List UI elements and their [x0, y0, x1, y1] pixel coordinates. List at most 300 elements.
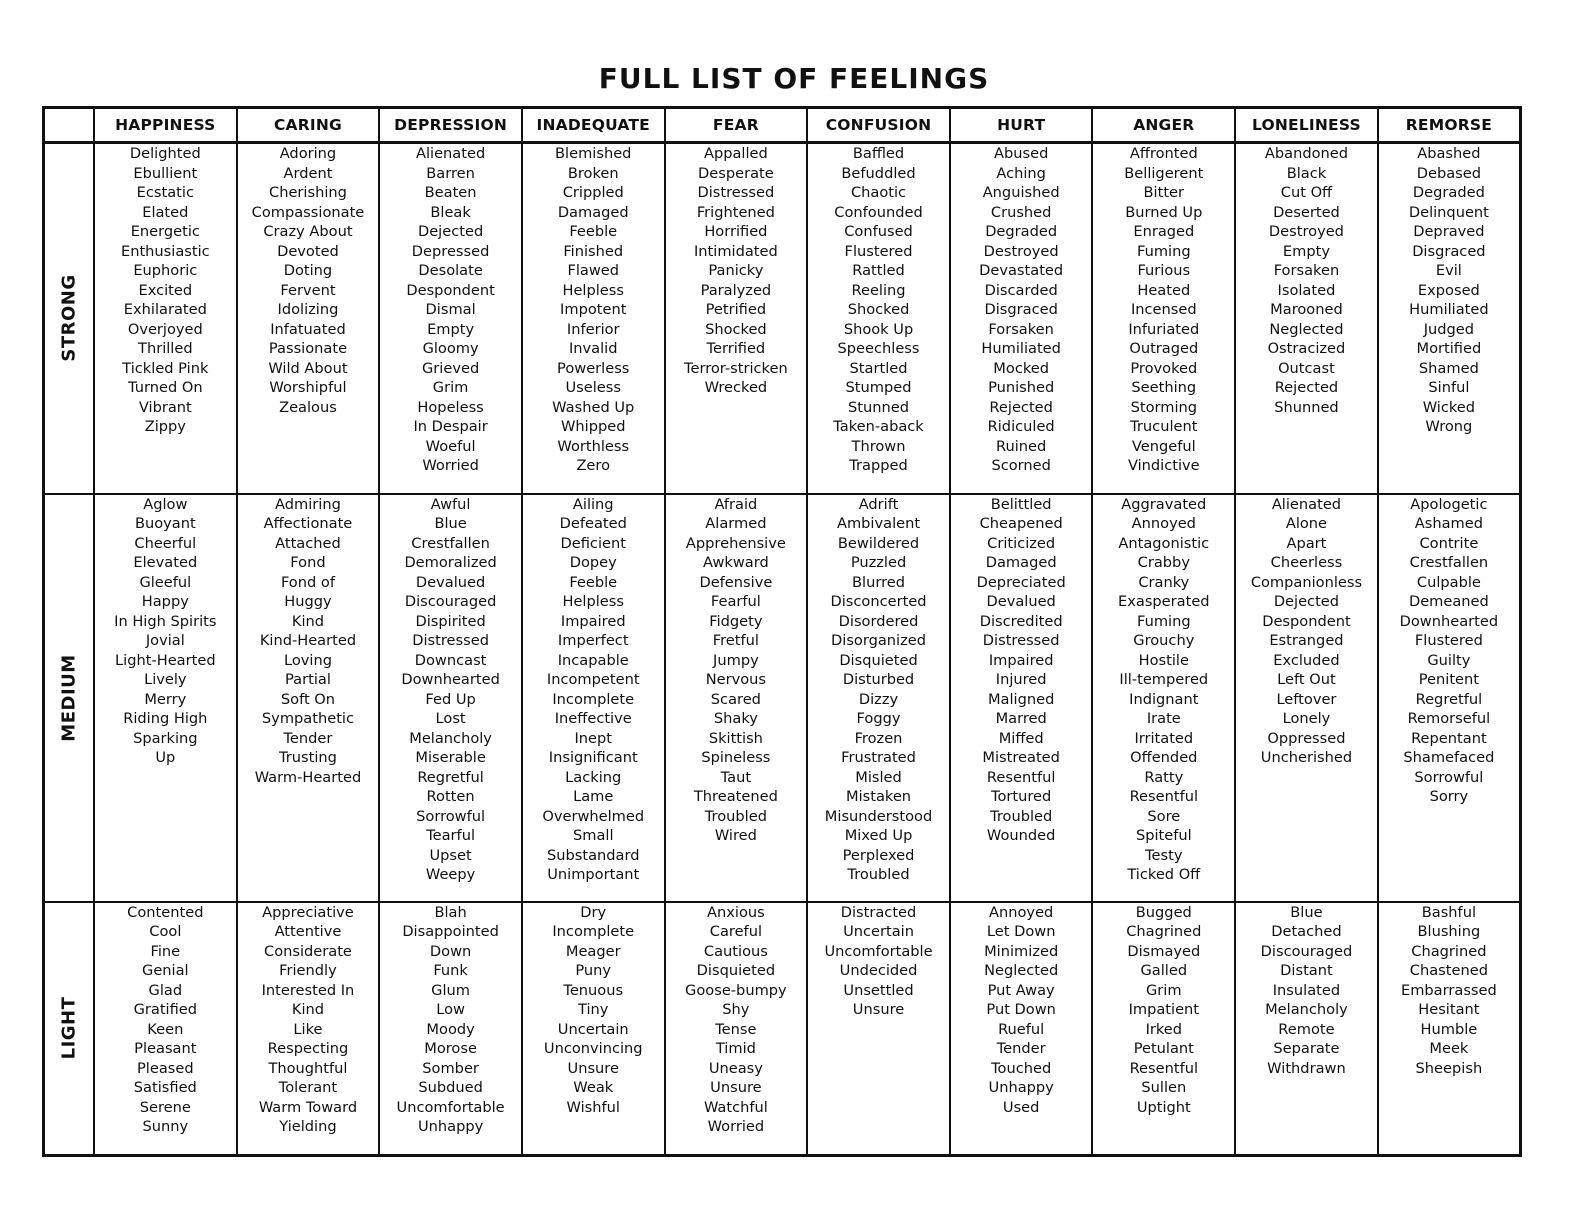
feeling-word: Awful — [430, 495, 471, 513]
feeling-word: Chagrined — [1411, 942, 1487, 960]
level-label-cell — [44, 902, 95, 1156]
feeling-word: Melancholy — [1265, 1001, 1348, 1018]
feeling-word: Dopey — [569, 554, 617, 571]
feeling-word: Reeling — [851, 281, 906, 299]
feeling-word: Fuming — [1136, 612, 1191, 630]
feeling-word: Terror-stricken — [684, 359, 788, 377]
feelings-cell — [522, 902, 665, 1156]
feeling-word: Ardent — [283, 164, 333, 182]
feeling-word: Kind — [291, 612, 325, 630]
feeling-word: Scorned — [991, 457, 1051, 474]
feeling-word: Culpable — [1416, 573, 1481, 591]
feeling-word: Infuriated — [1128, 320, 1200, 338]
feeling-word: Taut — [720, 768, 752, 786]
feeling-word: Alarmed — [705, 515, 767, 532]
feeling-word: Dismal — [425, 301, 476, 318]
feeling-word: Uncherished — [1260, 749, 1353, 766]
feeling-word: Downcast — [414, 651, 487, 669]
feeling-word: Petulant — [1133, 1040, 1194, 1057]
feeling-word: Grim — [1146, 981, 1182, 999]
feeling-word: Contented — [127, 903, 204, 921]
feeling-word: Thrown — [851, 437, 906, 455]
feeling-word: Demeaned — [1408, 593, 1489, 610]
feeling-word: Unconvincing — [543, 1040, 643, 1057]
feeling-word: Trusting — [279, 749, 337, 766]
feeling-word: Crippled — [562, 184, 624, 201]
feeling-word: Shamed — [1418, 359, 1479, 377]
feeling-word: Alienated — [415, 145, 486, 162]
column-header: REMORSE — [1378, 108, 1521, 143]
feeling-word: Remorseful — [1407, 710, 1491, 727]
feeling-word: Wrong — [1425, 418, 1473, 435]
feeling-word: Soft On — [280, 690, 336, 708]
feeling-word: Devoted — [277, 242, 339, 260]
feeling-word: Rueful — [998, 1020, 1045, 1038]
feelings-cell — [94, 143, 237, 494]
feeling-word: Small — [572, 827, 614, 844]
feeling-word: Neglected — [1269, 320, 1344, 338]
feeling-word: Flustered — [1414, 632, 1483, 649]
feelings-cell — [379, 494, 522, 902]
feeling-word: Frustrated — [841, 749, 916, 766]
feeling-word: Degraded — [985, 223, 1058, 240]
feeling-word: Blemished — [555, 145, 632, 162]
feeling-word: Sinful — [1428, 379, 1470, 396]
feeling-word: Bugged — [1135, 903, 1192, 921]
feeling-word: Embarrassed — [1400, 981, 1497, 999]
feeling-word: Ridiculed — [987, 418, 1055, 435]
feeling-word: Withdrawn — [1267, 1059, 1346, 1077]
feelings-cell — [950, 902, 1093, 1156]
feeling-word: Fearful — [710, 593, 761, 610]
level-row-light — [44, 902, 1521, 1156]
feeling-word: Depraved — [1413, 223, 1485, 240]
feeling-word: Gleeful — [139, 573, 192, 591]
feelings-cell — [950, 143, 1093, 494]
feeling-word: Overwhelmed — [542, 807, 645, 825]
feeling-word: Considerate — [264, 942, 352, 960]
feeling-word: Rattled — [852, 262, 905, 279]
feeling-word: Wishful — [566, 1098, 620, 1116]
feeling-word: Defensive — [699, 573, 773, 591]
feeling-word: Shy — [722, 1001, 750, 1018]
feeling-word: Distressed — [697, 184, 775, 201]
feelings-cell — [522, 494, 665, 902]
feeling-word: Tortured — [991, 788, 1052, 805]
feeling-word: Finished — [563, 242, 624, 260]
feeling-word: Energetic — [130, 223, 200, 240]
feeling-word: Washed Up — [552, 398, 635, 416]
feeling-word: In High Spirits — [114, 612, 217, 630]
feeling-word: Seething — [1131, 379, 1197, 396]
feeling-word: Subdued — [418, 1079, 483, 1096]
feelings-cell — [1092, 494, 1235, 902]
feeling-word: Trapped — [849, 457, 908, 474]
feeling-word: Ill-tempered — [1119, 671, 1209, 688]
feeling-word: Outcast — [1278, 359, 1335, 377]
column-header: HURT — [950, 108, 1093, 143]
feeling-word: Chagrined — [1126, 923, 1202, 940]
feeling-word: Impotent — [560, 301, 627, 318]
feeling-word: Blurred — [852, 573, 906, 591]
feeling-word: Distant — [1280, 962, 1333, 979]
feeling-word: Doting — [283, 262, 333, 279]
feeling-word: Tense — [715, 1020, 757, 1038]
feeling-word: Light-Hearted — [115, 651, 216, 669]
feeling-word: Incomplete — [552, 923, 635, 940]
feeling-word: Fidgety — [709, 612, 763, 630]
feeling-word: Disturbed — [842, 671, 915, 688]
feeling-word: Unsure — [567, 1059, 619, 1077]
feeling-word: Intimidated — [693, 242, 778, 260]
feeling-word: Happy — [141, 593, 189, 610]
feeling-word: Distressed — [982, 632, 1060, 649]
feeling-word: Separate — [1273, 1040, 1340, 1057]
feeling-word: Jovial — [145, 632, 185, 649]
header-row — [44, 108, 1521, 143]
feeling-word: Put Away — [987, 981, 1055, 999]
feeling-word: Devalued — [986, 593, 1056, 610]
feeling-word: Watchful — [703, 1098, 768, 1116]
feeling-word: Keen — [147, 1020, 184, 1038]
feeling-word: Demoralized — [404, 554, 497, 571]
column-header: ANGER — [1092, 108, 1235, 143]
feeling-word: Misunderstood — [824, 807, 933, 825]
feeling-word: Marred — [995, 710, 1047, 727]
feeling-word: Flustered — [844, 242, 913, 260]
feeling-word: Cheerful — [134, 534, 197, 552]
feeling-word: Misled — [855, 768, 902, 786]
feeling-word: Down — [429, 942, 472, 960]
feeling-word: Cherishing — [269, 184, 347, 201]
feeling-word: Scared — [710, 690, 761, 708]
feeling-word: Empty — [1282, 242, 1330, 260]
feeling-word: Invalid — [568, 340, 618, 357]
feeling-word: Goose-bumpy — [685, 981, 787, 999]
feeling-word: Discouraged — [404, 593, 497, 610]
feeling-word: Vengeful — [1131, 437, 1196, 455]
feeling-word: Infatuated — [270, 320, 346, 338]
column-header: HAPPINESS — [94, 108, 237, 143]
feeling-word: Contrite — [1419, 534, 1479, 552]
feeling-word: Morose — [424, 1040, 477, 1057]
feeling-word: Sore — [1147, 807, 1181, 825]
feeling-word: Woeful — [425, 437, 476, 455]
feeling-word: Abused — [993, 145, 1049, 162]
feeling-word: Perplexed — [842, 846, 915, 864]
feeling-word: Threatened — [693, 788, 778, 805]
feeling-word: Forsaken — [1273, 262, 1340, 279]
feeling-word: Cautious — [703, 942, 768, 960]
feeling-word: Stunned — [848, 398, 910, 416]
feeling-word: Elevated — [133, 554, 198, 571]
feeling-word: Imperfect — [557, 632, 629, 649]
feeling-word: Tender — [283, 729, 333, 747]
feeling-word: Ruined — [996, 437, 1047, 455]
feeling-word: Unsettled — [843, 981, 914, 999]
feelings-cell — [1378, 143, 1521, 494]
column-header: CARING — [237, 108, 380, 143]
feeling-word: Confused — [844, 223, 913, 240]
feeling-word: Appreciative — [262, 903, 354, 921]
feeling-word: Feeble — [569, 223, 618, 240]
feeling-word: Sorrowful — [1414, 768, 1484, 786]
feelings-cell — [1235, 143, 1378, 494]
feeling-word: Downhearted — [401, 671, 500, 688]
feeling-word: Kind-Hearted — [259, 632, 357, 649]
feeling-word: Grieved — [421, 359, 480, 377]
feeling-word: Rotten — [426, 788, 475, 805]
feeling-word: Mistreated — [982, 749, 1060, 766]
feeling-word: Tiny — [578, 1001, 609, 1018]
feeling-word: Bleak — [430, 203, 471, 221]
feeling-word: Devastated — [979, 262, 1064, 279]
feeling-word: Incomplete — [552, 690, 635, 708]
feeling-word: Thrilled — [138, 340, 193, 357]
feeling-word: Barren — [426, 164, 475, 182]
feeling-word: Worried — [707, 1118, 765, 1135]
feeling-word: Burned Up — [1125, 203, 1203, 221]
feeling-word: Dry — [580, 903, 607, 921]
feelings-cell — [379, 902, 522, 1156]
feeling-word: Destroyed — [1268, 223, 1344, 240]
feeling-word: Appalled — [703, 145, 768, 162]
feeling-word: Mixed Up — [844, 827, 913, 844]
feeling-word: Wounded — [986, 827, 1056, 844]
feeling-word: Unimportant — [547, 866, 640, 883]
feeling-word: Like — [293, 1020, 323, 1038]
feeling-word: Injured — [995, 671, 1047, 688]
feeling-word: Destroyed — [983, 242, 1059, 260]
feeling-word: Elated — [142, 203, 189, 221]
feeling-word: Bitter — [1143, 184, 1185, 201]
feeling-word: Terrified — [706, 340, 766, 357]
feeling-word: Impaired — [560, 612, 626, 630]
feeling-word: Somber — [422, 1059, 479, 1077]
feeling-word: Bewildered — [837, 534, 920, 552]
column-header: DEPRESSION — [379, 108, 522, 143]
feeling-word: Humble — [1420, 1020, 1478, 1038]
feeling-word: Put Down — [986, 1001, 1056, 1018]
feeling-word: Unhappy — [417, 1118, 484, 1135]
feelings-cell — [807, 143, 950, 494]
feeling-word: Timid — [715, 1040, 756, 1057]
feeling-word: Excluded — [1273, 651, 1340, 669]
feeling-word: Sullen — [1141, 1079, 1187, 1096]
feeling-word: Wicked — [1422, 398, 1476, 416]
feeling-word: Isolated — [1277, 281, 1336, 299]
feeling-word: Passionate — [268, 340, 348, 357]
column-header: FEAR — [665, 108, 808, 143]
feeling-word: Resentful — [1129, 788, 1199, 805]
feeling-word: Discarded — [984, 281, 1058, 299]
feeling-word: Meek — [1429, 1040, 1469, 1057]
feeling-word: Tearful — [426, 827, 475, 844]
feeling-word: Mistaken — [845, 788, 912, 805]
feeling-word: Leftover — [1276, 690, 1337, 708]
feeling-word: Befuddled — [841, 164, 916, 182]
feeling-word: Adrift — [858, 495, 899, 513]
column-header: CONFUSION — [807, 108, 950, 143]
feeling-word: Wrecked — [704, 379, 768, 396]
feeling-word: Petrified — [705, 301, 767, 318]
level-label-cell — [44, 494, 95, 902]
feeling-word: Tenuous — [563, 981, 624, 999]
feelings-cell — [1092, 902, 1235, 1156]
feeling-word: Buoyant — [134, 515, 196, 532]
column-header: LONELINESS — [1235, 108, 1378, 143]
feeling-word: Undecided — [839, 962, 918, 979]
feelings-cell — [94, 902, 237, 1156]
feeling-word: Genial — [142, 962, 189, 979]
feeling-word: Serene — [139, 1098, 191, 1116]
feeling-word: Dispirited — [415, 612, 486, 630]
feeling-word: Yielding — [279, 1118, 337, 1135]
feeling-word: Maligned — [987, 690, 1055, 708]
feeling-word: Ailing — [572, 495, 614, 513]
feeling-word: Zealous — [279, 398, 337, 416]
feeling-word: Defeated — [559, 515, 627, 532]
feeling-word: Cut Off — [1280, 184, 1333, 201]
feelings-cell — [379, 143, 522, 494]
feeling-word: Tickled Pink — [122, 359, 209, 377]
feeling-word: Miserable — [415, 749, 486, 766]
feeling-word: Disquieted — [696, 962, 776, 979]
feeling-word: Grim — [432, 379, 469, 396]
feeling-word: Belittled — [990, 495, 1052, 513]
feeling-word: Mocked — [993, 359, 1050, 377]
feeling-word: Zero — [576, 457, 611, 474]
feeling-word: Truculent — [1130, 418, 1198, 435]
feeling-word: Heated — [1137, 281, 1191, 299]
feeling-word: Helpless — [562, 593, 624, 610]
feeling-word: Frightened — [696, 203, 775, 221]
feeling-word: Guilty — [1427, 651, 1471, 669]
feeling-word: Fervent — [280, 281, 336, 299]
feeling-word: Bashful — [1421, 903, 1476, 921]
feeling-word: Irked — [1145, 1020, 1183, 1038]
feeling-word: Furious — [1137, 262, 1191, 279]
feelings-cell — [665, 143, 808, 494]
feeling-word: Fed Up — [425, 690, 476, 708]
feeling-word: Uneasy — [708, 1059, 763, 1077]
feeling-word: Delinquent — [1408, 203, 1489, 221]
feeling-word: Vibrant — [138, 398, 192, 416]
feeling-word: Attached — [275, 534, 341, 552]
feeling-word: Desperate — [698, 164, 774, 182]
feeling-word: Humiliated — [981, 340, 1061, 357]
feeling-word: Sunny — [142, 1118, 189, 1135]
feeling-word: Alone — [1285, 515, 1328, 532]
feeling-word: Impatient — [1128, 1001, 1200, 1018]
feeling-word: Excited — [138, 281, 193, 299]
level-row-strong — [44, 143, 1521, 494]
feeling-word: Disgraced — [1412, 242, 1486, 260]
feeling-word: Skittish — [708, 729, 763, 747]
feeling-word: Meager — [565, 942, 621, 960]
feelings-cell — [950, 494, 1093, 902]
feeling-word: Regretful — [417, 768, 484, 786]
feeling-word: Sympathetic — [261, 710, 354, 727]
feeling-word: Galled — [1140, 962, 1188, 979]
feeling-word: Ambivalent — [836, 515, 921, 532]
feeling-word: Minimized — [984, 942, 1059, 960]
feeling-word: Uncertain — [557, 1020, 629, 1038]
feeling-word: Troubled — [704, 807, 767, 825]
feeling-word: Dejected — [1273, 593, 1340, 610]
feeling-word: Sorrowful — [416, 807, 486, 825]
feeling-word: Aching — [996, 164, 1046, 182]
feeling-word: Discouraged — [1260, 942, 1353, 960]
corner-cell — [44, 108, 95, 143]
feeling-word: Disordered — [838, 612, 919, 630]
feeling-word: Enraged — [1133, 223, 1195, 240]
feeling-word: Neglected — [984, 962, 1059, 979]
feeling-word: Helpless — [562, 281, 624, 299]
feeling-word: Distressed — [412, 632, 489, 649]
feeling-word: Detached — [1271, 923, 1342, 940]
feeling-word: Anguished — [982, 184, 1060, 201]
feeling-word: Discredited — [979, 612, 1063, 630]
feeling-word: Rejected — [989, 398, 1053, 416]
feeling-word: Penitent — [1418, 671, 1479, 688]
feeling-word: Pleased — [137, 1059, 194, 1077]
feeling-word: Gratified — [133, 1001, 198, 1018]
feeling-word: Loving — [283, 651, 332, 669]
feeling-word: Overjoyed — [127, 320, 203, 338]
feelings-cell — [1092, 143, 1235, 494]
feeling-word: Lively — [144, 671, 187, 688]
feeling-word: Offended — [1130, 749, 1198, 766]
feeling-word: Black — [1286, 164, 1327, 182]
feeling-word: Glad — [148, 981, 183, 999]
feeling-word: Crestfallen — [411, 534, 490, 552]
feelings-table — [42, 106, 1522, 1157]
feeling-word: Nervous — [705, 671, 767, 688]
feeling-word: Beaten — [424, 184, 477, 201]
feeling-word: Testy — [1145, 846, 1183, 864]
feeling-word: Apologetic — [1410, 495, 1488, 513]
feeling-word: Incapable — [557, 651, 629, 669]
feeling-word: Inferior — [566, 320, 620, 338]
feeling-word: Incensed — [1130, 301, 1197, 318]
feeling-word: Disconcerted — [830, 593, 927, 610]
feeling-word: Cheerless — [1270, 554, 1343, 571]
feeling-word: Huggy — [284, 593, 332, 610]
feeling-word: Dismayed — [1127, 942, 1201, 960]
feeling-word: Interested In — [261, 981, 355, 999]
feeling-word: Resentful — [1129, 1059, 1199, 1077]
feelings-cell — [1235, 902, 1378, 1156]
feelings-cell — [237, 902, 380, 1156]
feeling-word: Troubled — [847, 866, 910, 883]
feeling-word: Blue — [1290, 903, 1323, 921]
feeling-word: Dejected — [417, 223, 484, 240]
feeling-word: Remote — [1278, 1020, 1335, 1038]
feeling-word: Vindictive — [1127, 457, 1200, 474]
feeling-word: Despondent — [1262, 612, 1351, 630]
feeling-word: Lost — [435, 710, 466, 727]
feelings-cell — [807, 494, 950, 902]
feeling-word: Deficient — [560, 534, 626, 552]
column-header: INADEQUATE — [522, 108, 665, 143]
feeling-word: Admiring — [275, 495, 341, 513]
feeling-word: Ratty — [1144, 768, 1184, 786]
feeling-word: Up — [155, 749, 176, 766]
feeling-word: Useless — [565, 379, 621, 396]
feeling-word: Speechless — [837, 340, 920, 357]
feeling-word: Euphoric — [133, 262, 198, 279]
